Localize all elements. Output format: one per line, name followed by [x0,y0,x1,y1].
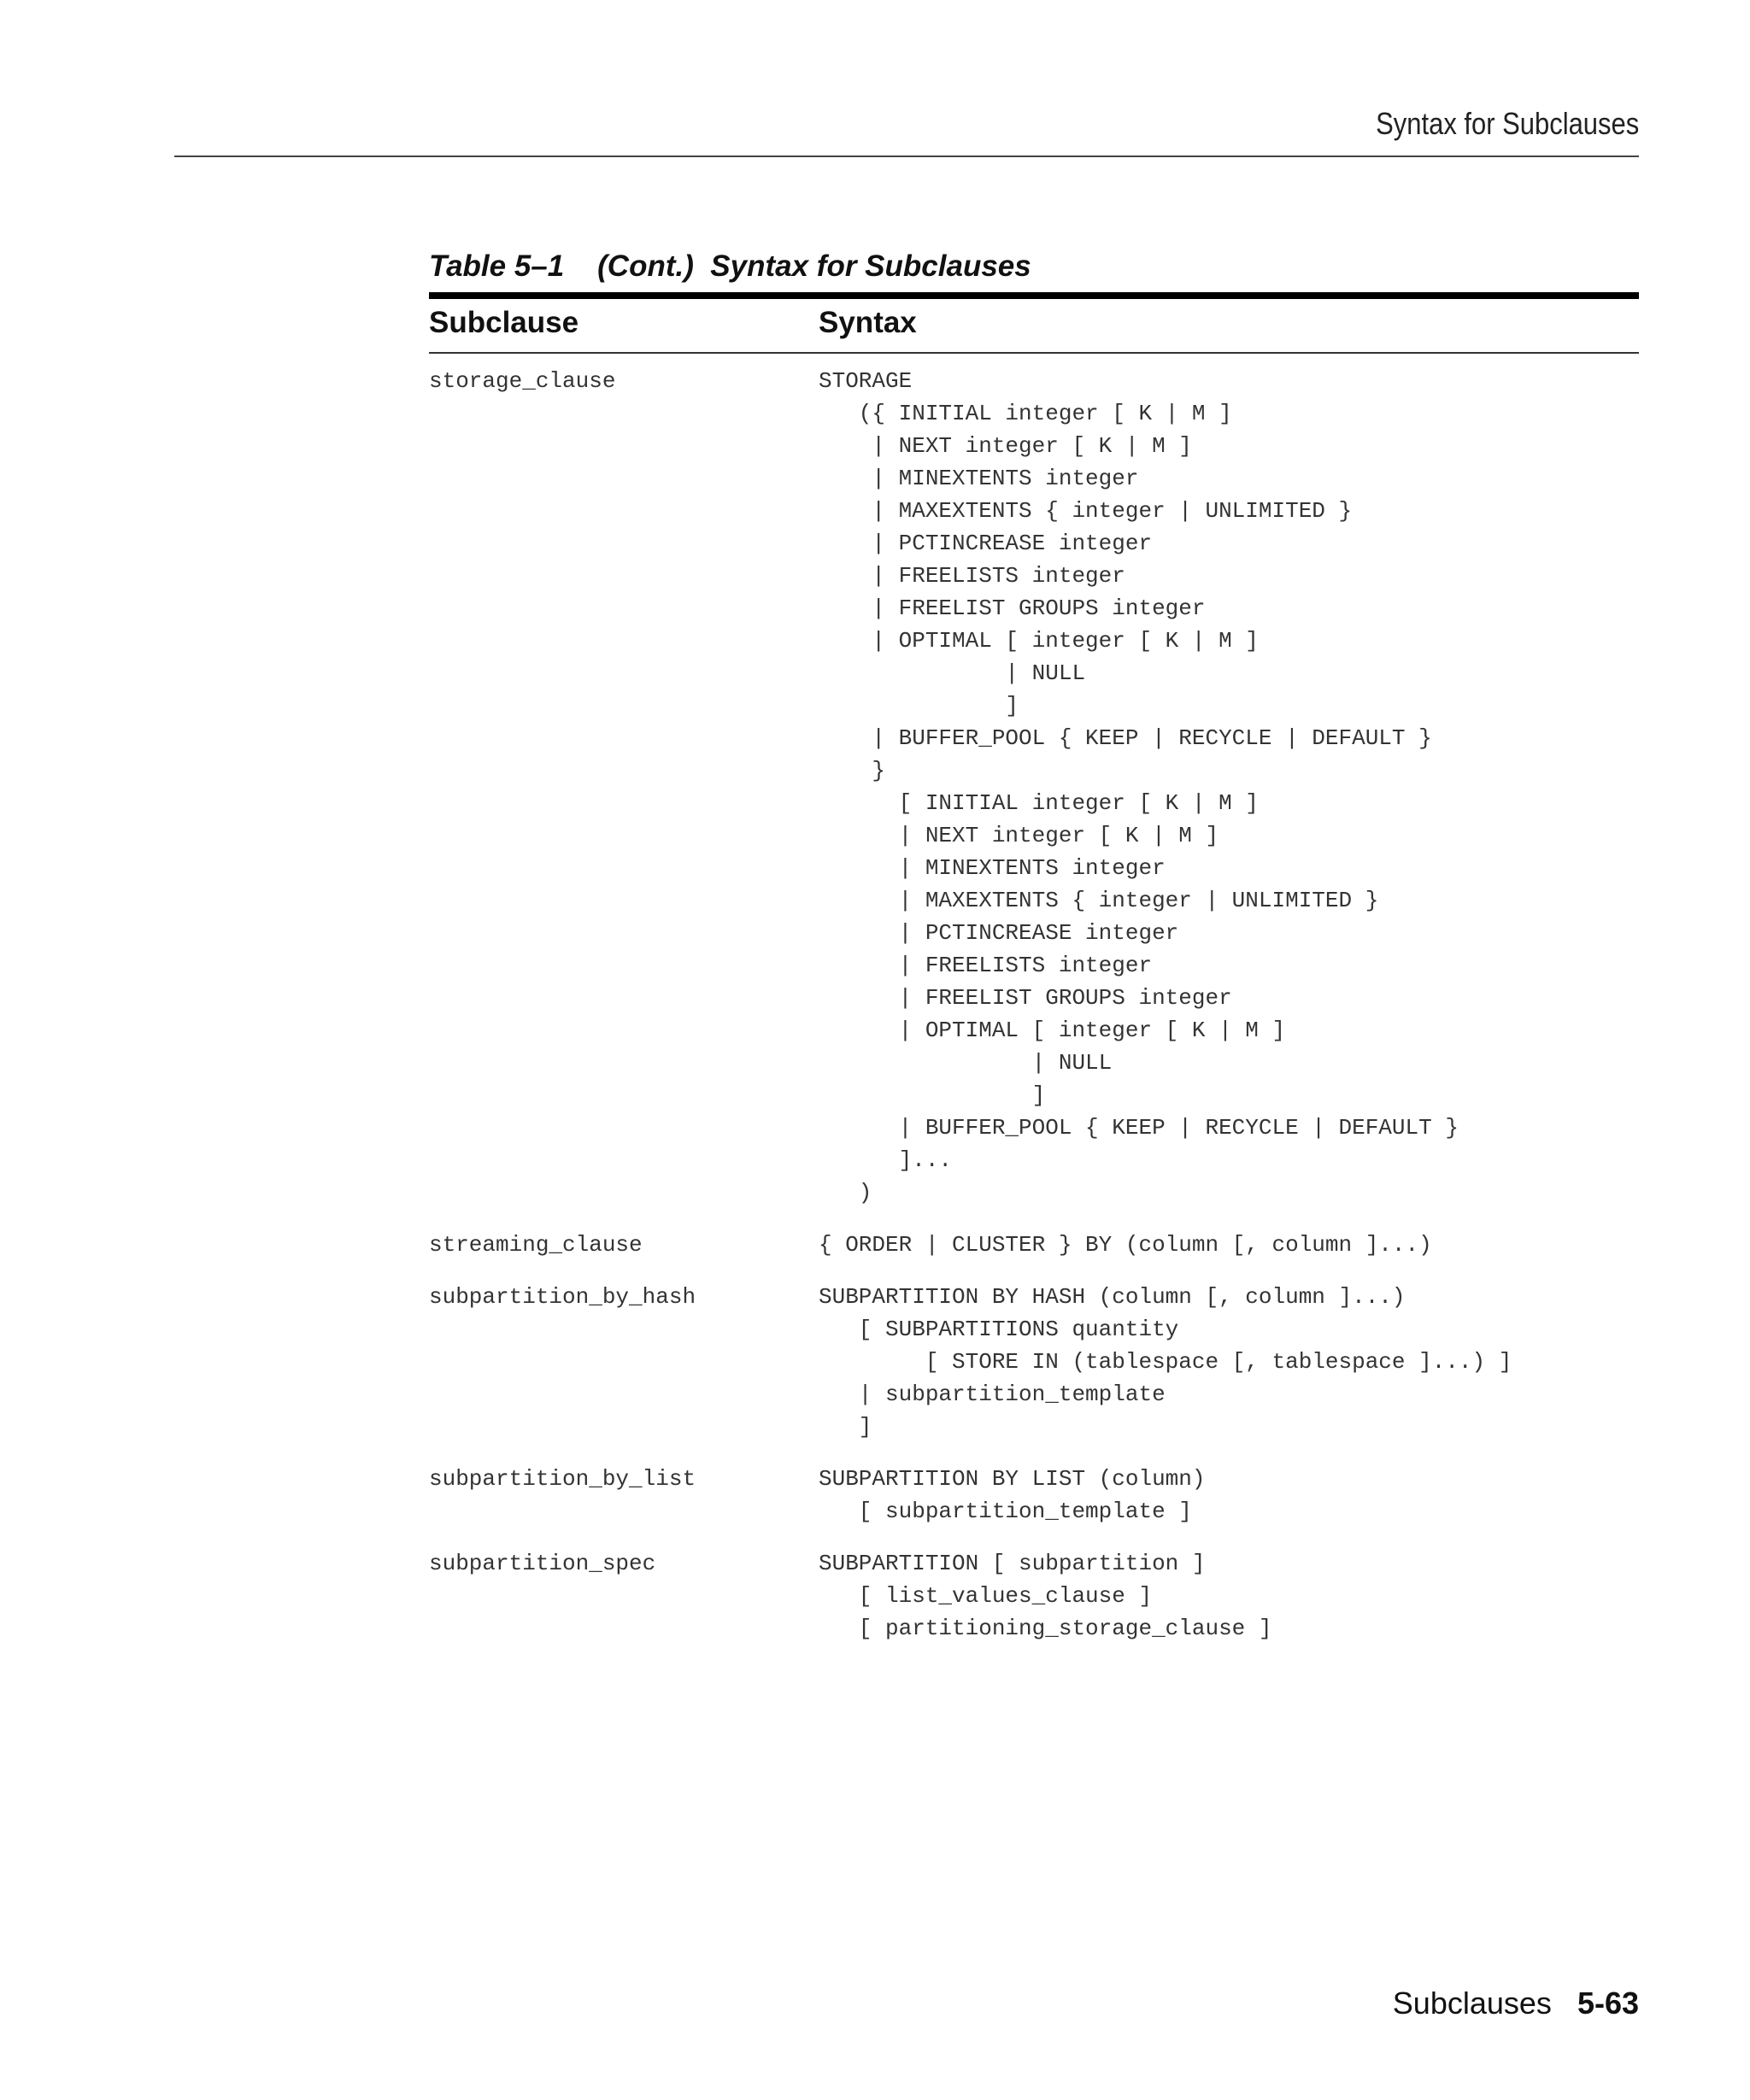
table-top-rule [429,292,1639,299]
table-row [429,1547,1639,1645]
subclause-name: subpartition_by_list [429,1466,696,1492]
column-header-syntax: Syntax [819,306,917,339]
table-caption: Table 5–1 (Cont.) Syntax for Subclauses [429,249,1031,283]
syntax-text: SUBPARTITION [ subpartition ] [ list_values_clause ] [ partitioning_storage_clause ] [819,1551,1272,1641]
running-head-title: Syntax for Subclauses [1375,106,1639,141]
table-header-rule [429,352,1639,354]
syntax-text: STORAGE ({ INITIAL integer [ K | M ] | NEXT integer [ K | M ] | MINEXTENTS integer | MAXEXTENTS { integer | UNLIMITED } | PCTINCREASE integer | FREELISTS integer | FREELIST GROUPS integer | OPTIMAL [ integer [ K | M ] | NULL ] | BUFFER_POOL { KEEP | RECYCLE | DEFAULT } } [ INITIAL integer [ K | M ] | NEXT integer [ K | M ] | MINEXTENTS integer | MAXEXTENTS { integer | UNLIMITED } | PCTINCREASE integer | FREELISTS integer | FREELIST GROUPS integer | OPTIMAL [ integer [ K | M ] | NULL ] | BUFFER_POOL { KEEP | RECYCLE | DEFAULT } ]... ) [819,368,1459,1205]
syntax-text: SUBPARTITION BY HASH (column [, column ]...) [ SUBPARTITIONS quantity [ STORE IN (tablespace [, tablespace ]...) ] | subpartition_template ] [819,1284,1512,1440]
column-header-subclause: Subclause [429,306,579,339]
table-row [429,1281,1639,1443]
page-number: 5-63 [1577,1986,1639,2021]
syntax-text: { ORDER | CLUSTER } BY (column [, column ]...) [819,1232,1432,1258]
table-row [429,1229,1639,1261]
subclause-name: storage_clause [429,368,616,394]
subclause-name: subpartition_by_hash [429,1284,696,1310]
table-row [429,1463,1639,1528]
subclause-name: subpartition_spec [429,1551,656,1576]
page-footer [1393,1986,1639,2021]
table-body [429,365,1639,1645]
footer-section-title: Subclauses [1392,1986,1552,2021]
syntax-text: SUBPARTITION BY LIST (column) [ subpartition_template ] [819,1466,1206,1524]
header-rule [174,155,1639,157]
subclause-name: streaming_clause [429,1232,643,1258]
table-row [429,365,1639,1209]
